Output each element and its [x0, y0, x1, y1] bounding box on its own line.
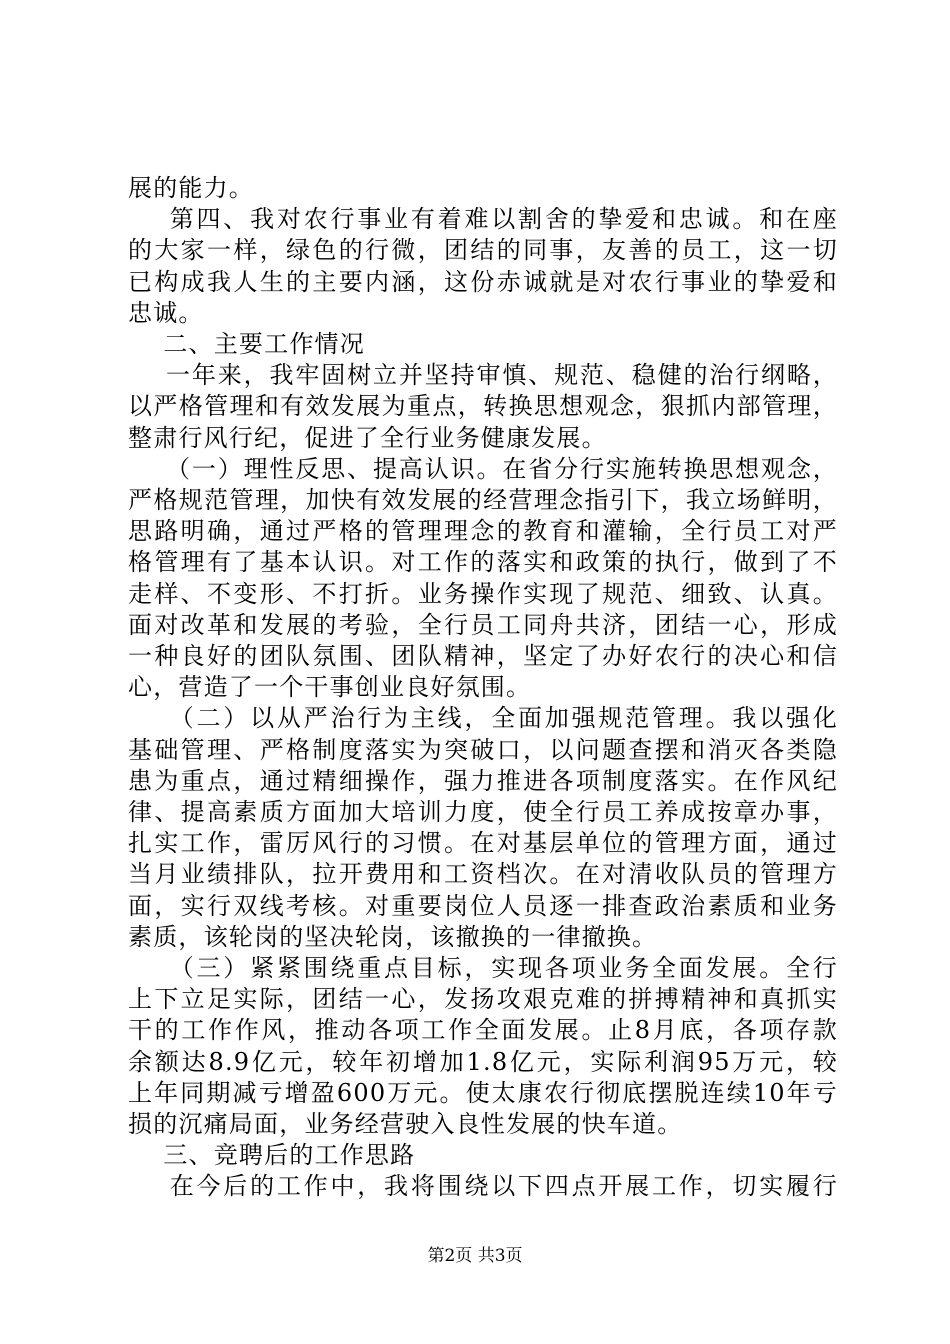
- text-line: 心，营造了一个干事创业良好氛围。: [128, 673, 532, 702]
- text-line: 当月业绩排队，拉开费用和工资档次。在对清收队员的管理方: [128, 860, 838, 889]
- text-line: 展的能力。: [128, 174, 254, 202]
- text-line: 一年来，我牢固树立并坚持审慎、规范、稳健的治行纲略，: [128, 361, 838, 390]
- section-heading: 二、主要工作情况: [128, 330, 365, 358]
- text-line: 基础管理、严格制度落实为突破口，以问题查摆和消灭各类隐: [128, 735, 838, 764]
- text-line: 在今后的工作中，我将围绕以下四点开展工作，切实履行: [128, 1172, 838, 1201]
- text-line: 上年同期减亏增盈600万元。使太康农行彻底摆脱连续10年亏: [128, 1078, 838, 1107]
- text-line: （二）以从严治行为主线，全面加强规范管理。我以强化: [128, 704, 838, 733]
- text-line: 走样、不变形、不打折。业务操作实现了规范、细致、认真。: [128, 579, 838, 608]
- text-line: 严格规范管理，加快有效发展的经营理念指引下，我立场鲜明，: [128, 486, 838, 514]
- text-line: 忠诚。: [128, 298, 204, 327]
- section-heading: 三、竞聘后的工作思路: [128, 1141, 416, 1170]
- text-line: 的大家一样，绿色的行微，团结的同事，友善的员工，这一切: [128, 236, 838, 265]
- text-line: 格管理有了基本认识。对工作的落实和政策的执行，做到了不: [128, 548, 838, 577]
- page-footer: 第2页 共3页: [427, 1246, 523, 1266]
- text-line: 面对改革和发展的考验，全行员工同舟共济，团结一心，形成: [128, 610, 838, 639]
- text-line: 第四、我对农行事业有着难以割舍的挚爱和忠诚。和在座: [128, 205, 838, 234]
- text-line: 思路明确，通过严格的管理理念的教育和灌输，全行员工对严: [128, 517, 838, 546]
- text-line: 扎实工作，雷厉风行的习惯。在对基层单位的管理方面，通过: [128, 829, 838, 858]
- text-line: 一种良好的团队氛围、团队精神，坚定了办好农行的决心和信: [128, 642, 838, 670]
- text-line: 已构成我人生的主要内涵，这份赤诚就是对农行事业的挚爱和: [128, 267, 838, 296]
- text-line: 面，实行双线考核。对重要岗位人员逐一排查政治素质和业务: [128, 891, 838, 920]
- text-line: 患为重点，通过精细操作，强力推进各项制度落实。在作风纪: [128, 766, 838, 795]
- text-line: 律、提高素质方面加大培训力度，使全行员工养成按章办事，: [128, 798, 838, 826]
- text-line: 以严格管理和有效发展为重点，转换思想观念，狠抓内部管理，: [128, 392, 838, 421]
- text-line: （一）理性反思、提高认识。在省分行实施转换思想观念，: [128, 454, 838, 483]
- text-line: 余额达8.9亿元，较年初增加1.8亿元，实际利润95万元，较: [128, 1047, 838, 1076]
- text-line: 上下立足实际，团结一心，发扬攻艰克难的拼搏精神和真抓实: [128, 985, 838, 1014]
- text-line: （三）紧紧围绕重点目标，实现各项业务全面发展。全行: [128, 954, 838, 982]
- text-line: 干的工作作风，推动各项工作全面发展。止8月底，各项存款: [128, 1016, 838, 1045]
- text-line: 整肃行风行纪，促进了全行业务健康发展。: [128, 423, 607, 452]
- text-line: 素质，该轮岗的坚决轮岗，该撤换的一律撤换。: [128, 922, 658, 951]
- text-line: 损的沉痛局面，业务经营驶入良性发展的快车道。: [128, 1110, 683, 1138]
